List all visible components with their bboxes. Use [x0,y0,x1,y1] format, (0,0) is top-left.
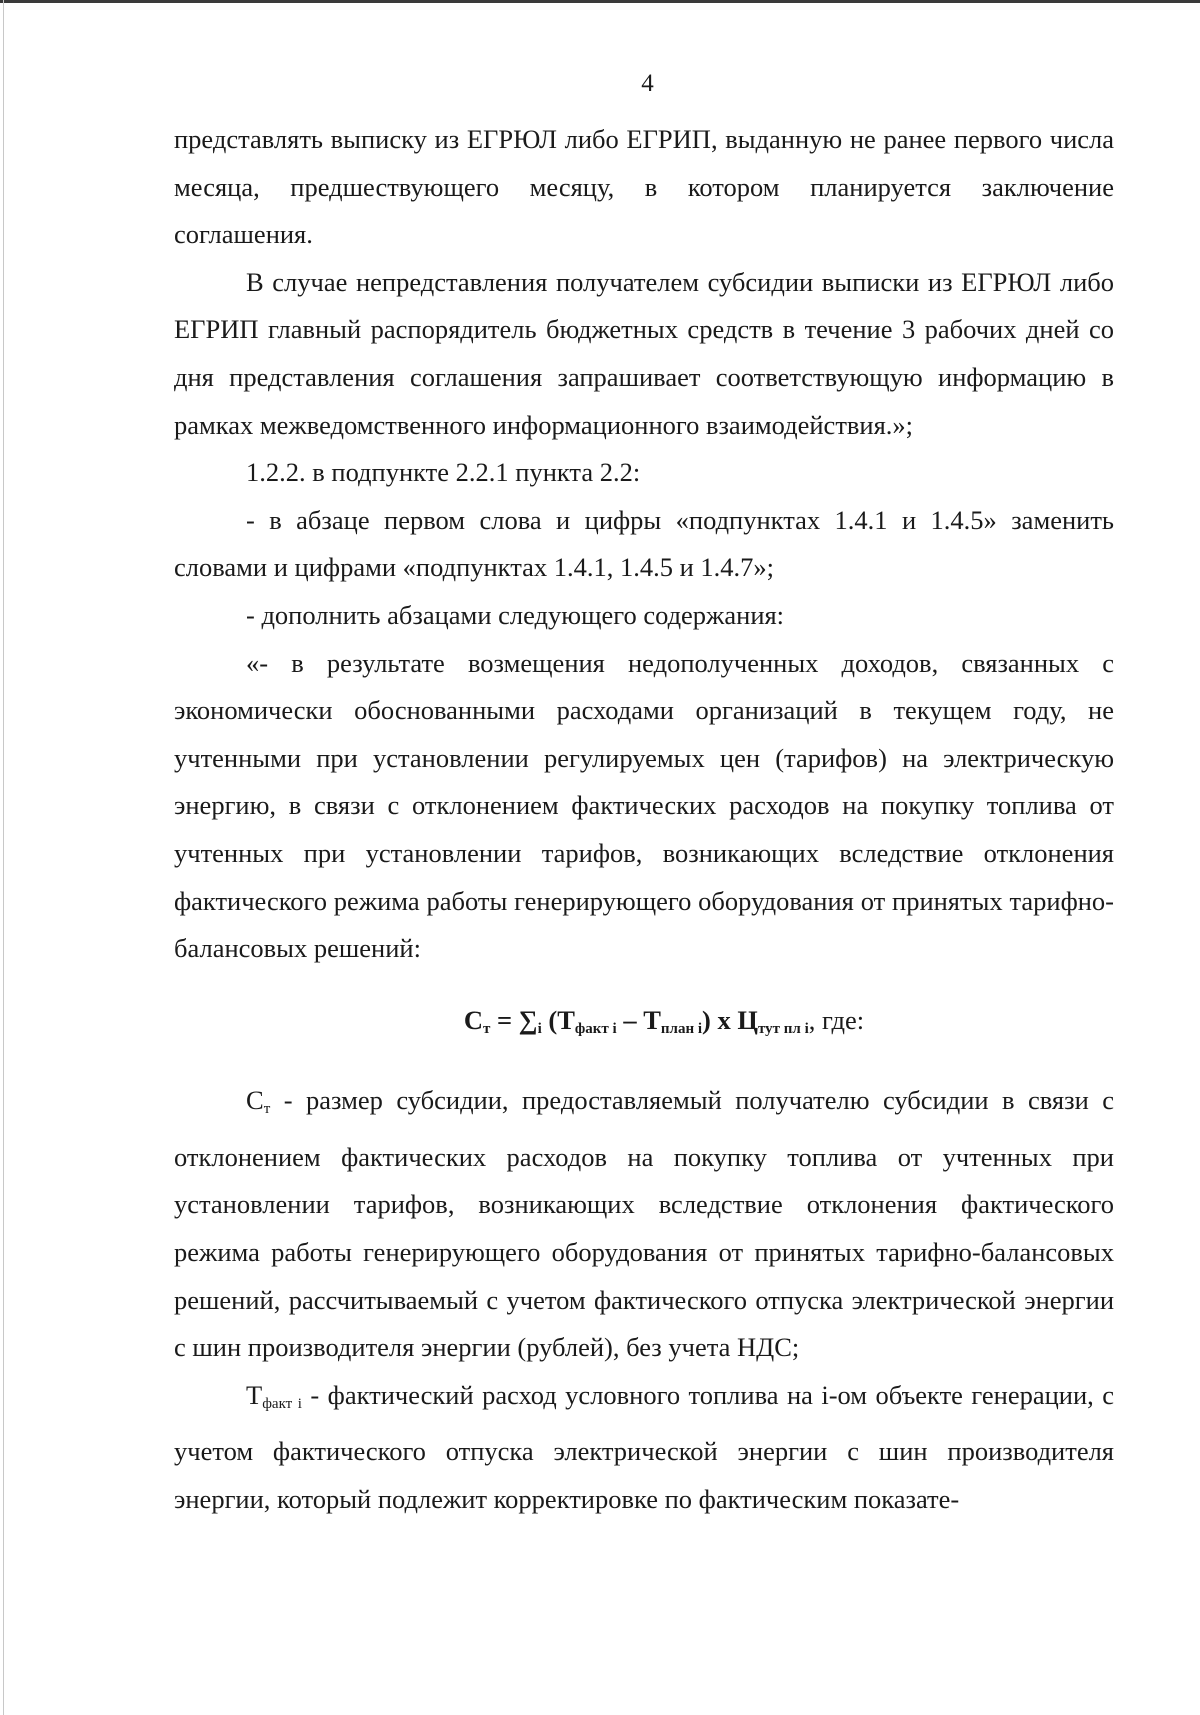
definition-ct-text: - размер субсидии, предоставляемый получателю субсидии в связи с отклонением фактических расходов на покупку топлива от учтенных при установлении тарифов, возникающих вследствие отклонения фактического режима работы генерирующего оборудования от принятых тарифно-балансовых решений, рассчитываемый с учетом фактического отпуска электрической энергии с шин производителя энергии (рублей), без учета НДС; [174,1085,1114,1363]
subsidy-formula [174,997,1114,1054]
formula-plan-sub: план i [660,1020,703,1037]
formula-sum-sub: i [537,1020,542,1037]
formula-lhs: С [463,1004,483,1035]
definition-tfact-text: - фактический расход условного топлива на i-ом объекте генерации, с учетом фактического отпуска электрической энергии с шин производителя энергии, который подлежит корректировке по фактическим показате- [174,1379,1114,1515]
paragraph-subitem-heading: 1.2.2. в подпункте 2.2.1 пункта 2.2: [246,457,641,488]
top-border [0,0,1200,3]
document-body [174,116,1114,1524]
definition-ct [174,1077,1114,1372]
definition-ct-symbol: С [246,1085,264,1116]
paragraph-replace-words: - в абзаце первом слова и цифры «подпунктах 1.4.1 и 1.4.5» заменить словами и цифрами «подпунктах 1.4.1, 1.4.5 и 1.4.7»; [174,504,1114,583]
paragraph-compensation-clause: «- в результате возмещения недополученных доходов, связанных с экономически обоснованными расходами организаций в текущем году, не учтенными при установлении регулируемых цен (тарифов) на электрическую энергию, в связи с отклонением фактических расходов на покупку топлива от учтенных при установлении тарифов, возникающих вследствие отклонения фактического режима работы генерирующего оборудования от принятых тарифно-балансовых решений: [174,647,1114,964]
formula-tail: , где: [808,1004,865,1035]
formula-price-sub: тут пл i [757,1020,809,1037]
paragraph-continuation: представлять выписку из ЕГРЮЛ либо ЕГРИП, выданную не ранее первого числа месяца, предшествующего месяцу, в котором планируется заключение соглашения. [174,124,1114,250]
definition-tfact-symbol: Т [246,1379,263,1410]
formula-fact-sub: факт i [574,1020,617,1037]
formula-close: ) х Ц [702,1004,758,1035]
formula-lhs-sub: т [482,1020,491,1037]
formula-eq-sum: = ∑ [490,1004,538,1035]
definition-tfact-sub: факт i [262,1395,302,1412]
left-scan-edge [3,0,4,1715]
page-number: 4 [641,70,654,97]
definition-tfact [174,1372,1114,1524]
paragraph-add-paragraphs: - дополнить абзацами следующего содержания: [246,599,785,630]
definition-ct-sub: т [263,1101,271,1118]
formula-open: (Т [541,1004,575,1035]
paragraph-egrul-request: В случае непредставления получателем субсидии выписки из ЕГРЮЛ либо ЕГРИП главный распорядитель бюджетных средств в течение 3 рабочих дней со дня представления соглашения запрашивает соответствующую информацию в рамках межведомственного информационного взаимодействия.»; [174,266,1114,440]
formula-minus: – Т [616,1004,661,1035]
